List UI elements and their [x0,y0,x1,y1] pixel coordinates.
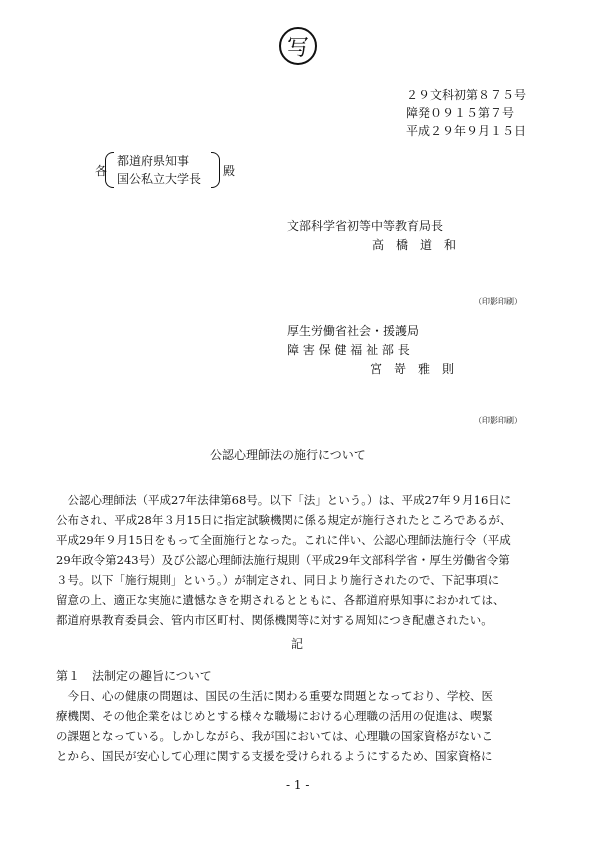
intro-line: 留意の上、適正な実施に遺憾なきを期されるとともに、各都道府県知事におかれては、 [56,593,505,607]
left-brace-icon [105,152,114,188]
ki-heading: 記 [291,637,304,651]
sender2-name: 宮 嵜 雅 則 [370,362,455,376]
sender2-office: 厚生労働省社会・援護局 [287,324,420,338]
document-date: 平成２９年９月１５日 [405,124,526,138]
addressee-honorific: 殿 [223,164,236,178]
section1-line: 療機関、その他企業をはじめとする様々な職場における心理職の活用の促進は、喫緊 [56,709,493,723]
intro-line: ３号。以下「施行規則」という。）が制定され、同日より施行されたので、下記事項に [56,573,500,587]
addressee-prefix: 各 [95,164,108,178]
reference-number-2: 障発０９１５第７号 [405,106,514,120]
section1-heading: 第１ 法制定の趣旨について [56,669,212,683]
intro-line: 都道府県教育委員会、管内市区町村、関係機関等に対する周知につき配慮されたい。 [56,613,493,627]
page-number: - 1 - [286,778,310,792]
intro-paragraph [56,490,540,630]
addressee-governors: 都道府県知事 [117,154,190,168]
copy-stamp [279,27,317,65]
intro-line: 平成29年９月15日をもって全面施行となった。これに伴い、公認心理師法施行令（平成 [56,533,511,547]
reference-block [406,86,526,140]
section1-line: とから、国民が安心して心理に関する支援を受けられるようにするため、国家資格に [56,749,493,763]
addressee-university-presidents: 国公私立大学長 [117,172,202,186]
sender2-department: 障 害 保 健 福 祉 部 長 [287,343,410,357]
sender1-office: 文部科学省初等中等教育局長 [287,219,444,233]
section1-body [56,686,540,766]
sender1-name: 高 橋 道 和 [372,238,457,252]
addressee-lines [117,152,201,188]
stamp-glyph: 写 [286,35,309,61]
right-brace-icon [211,152,220,188]
reference-number-1: ２９文科初第８７５号 [405,88,526,102]
intro-line: 公布され、平成28年３月15日に指定試験機関に係る規定が施行されたところであるが、 [56,513,512,527]
section1-line: 今日、心の健康の問題は、国民の生活に関わる重要な問題となっており、学校、医 [67,689,493,703]
sender2-seal-note: （印影印刷） [474,416,522,425]
sender1-seal-note: （印影印刷） [474,297,522,306]
intro-line: 公認心理師法（平成27年法律第68号。以下「法」という。）は、平成27年９月16日に [67,493,512,507]
document-title: 公認心理師法の施行について [210,448,366,462]
intro-line: 29年政令第243号）及び公認心理師法施行規則（平成29年文部科学省・厚生労働省令第 [56,553,510,567]
section1-line: の課題となっている。しかしながら、我が国においては、心理職の国家資格がないこ [56,729,493,743]
